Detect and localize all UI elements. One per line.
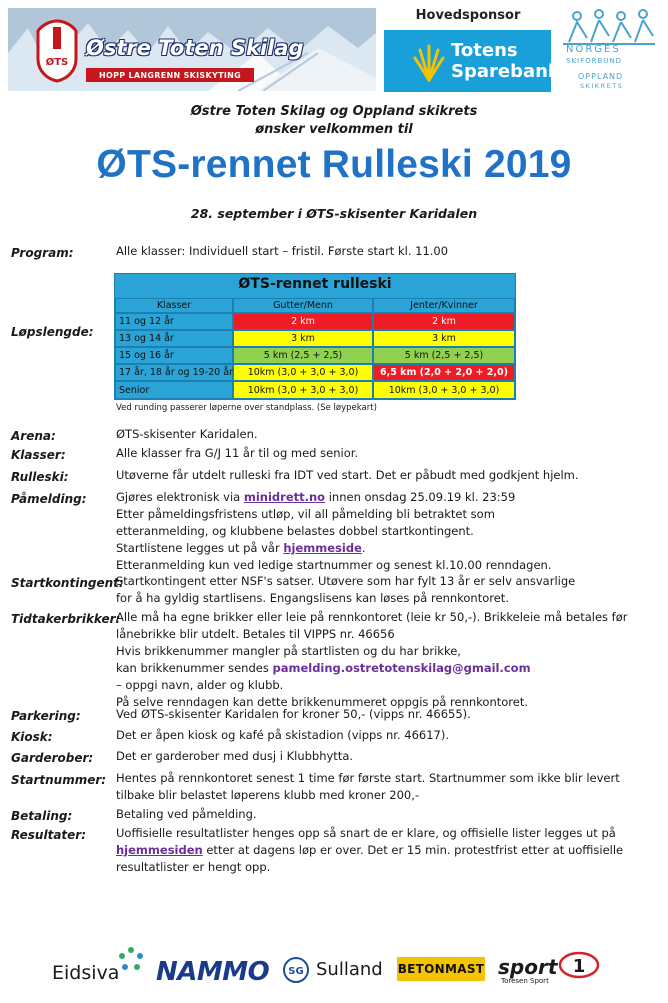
federation-subname: SKIFORBUND (566, 57, 623, 65)
sulland-logo: Sulland (316, 959, 383, 980)
sport1-subtitle: Toresen Sport (501, 977, 549, 985)
bank-name-line1: Totens (451, 40, 518, 61)
wardrobe-text: Det er garderober med dusj i Klubbhytta. (116, 749, 354, 763)
bib-label: Startnummer: (11, 773, 107, 787)
distance-table-title: ØTS-rennet rulleski (238, 276, 392, 292)
table-row-boys: 10km (3,0 + 3,0 + 3,0) (233, 364, 373, 381)
rollerski-text: Utøverne får utdelt rulleski fra IDT ved start. Det er påbudt med godkjent hjelm. (116, 468, 579, 482)
results-line-3: resultatlister er hengt opp. (116, 860, 271, 874)
wheat-icon (412, 40, 446, 82)
registration-line-1 (116, 489, 515, 506)
results-line-2 (116, 842, 623, 859)
timing-line-3: Hvis brikkenummer mangler på startlisten og du har brikke, (116, 644, 461, 658)
rollerski-label: Rulleski: (11, 470, 69, 484)
table-row-girls: 6,5 km (2,0 + 2,0 + 2,0) (373, 364, 515, 381)
results-text: etter at dagens løp er over. Det er 15 min. protestfrist etter at uoffisielle (202, 843, 624, 857)
results-label: Resultater: (11, 828, 87, 842)
startlist-period: . (361, 541, 366, 555)
kiosk-label: Kiosk: (11, 730, 53, 744)
sulland-badge-text: SG (288, 966, 304, 977)
table-row-girls: 3 km (373, 330, 515, 347)
startlist-text: Startlistene legges ut på vår (116, 541, 284, 555)
kiosk-text: Det er åpen kiosk og kafé på skistadion (vipps nr. 46617). (116, 728, 449, 742)
distance-note: Ved runding passerer løperne over standplass. (Se løypekart) (116, 403, 377, 413)
table-row-boys: 10km (3,0 + 3,0 + 3,0) (233, 381, 373, 399)
fee-line-1: Startkontingent etter NSF's satser. Utøvere som har fylt 13 år er selv ansvarlige (116, 574, 576, 588)
intro-line-2: ønsker velkommen til (255, 122, 413, 137)
table-header-class: Klasser (115, 298, 233, 313)
table-row-class: 17 år, 18 år og 19-20 år (115, 364, 233, 381)
payment-label: Betaling: (11, 809, 73, 823)
bib-line-1: Hentes på rennkontoret senest 1 time før første start. Startnummer som ikke blir levert (116, 771, 620, 785)
fee-label: Startkontingent: (11, 576, 124, 590)
district-name: OPPLAND (578, 72, 624, 81)
timing-line-6: På selve renndagen kan dette brikkenummeret oppgis på rennkontoret. (116, 695, 529, 709)
homepage-link[interactable]: hjemmeside (283, 541, 362, 555)
table-row-girls: 10km (3,0 + 3,0 + 3,0) (373, 381, 515, 399)
table-row-class: 15 og 16 år (115, 347, 233, 364)
table-row-class: Senior (115, 381, 233, 399)
table-row-class: 11 og 12 år (115, 313, 233, 330)
federation-name: NORGES (566, 44, 621, 55)
classes-label: Klasser: (11, 448, 66, 462)
timing-label: Tidtakerbrikker: (11, 612, 121, 626)
bib-line-2: tilbake blir belastet løperens klubb med kroner 200,- (116, 788, 420, 802)
svg-text:ØTS: ØTS (45, 57, 69, 68)
club-name: Østre Toten Skilag (86, 36, 304, 60)
parking-text: Ved ØTS-skisenter Karidalen for kroner 50,- (vipps nr. 46655). (116, 707, 471, 721)
payment-text: Betaling ved påmelding. (116, 807, 257, 821)
registration-line-5: Etteranmelding kun ved ledige startnummer og senest kl.10.00 renndagen. (116, 558, 552, 572)
registration-deadline: innen onsdag 25.09.19 kl. 23:59 (325, 490, 516, 504)
sport1-number: 1 (572, 956, 586, 977)
results-homepage-link[interactable]: hjemmesiden (116, 843, 203, 857)
eidsiva-logo: Eidsiva (52, 962, 120, 984)
timing-line-4 (116, 660, 531, 677)
eidsiva-star-icon (117, 946, 145, 974)
registration-line-2: Etter påmeldingsfristens utløp, vil all påmelding bli betraktet som (116, 507, 495, 521)
club-emblem-icon (34, 19, 80, 83)
minidrett-link[interactable]: minidrett.no (243, 490, 326, 504)
sport1-logo: sport (498, 955, 558, 979)
table-row-girls: 5 km (2,5 + 2,5) (373, 347, 515, 364)
district-subname: SKIKRETS (580, 82, 624, 90)
nammo-logo: NAMMO (156, 957, 270, 987)
bank-name-line2: Sparebank (451, 61, 560, 82)
fee-line-2: for å ha gyldig startlisens. Engangslisens kan løses på rennkontoret. (116, 591, 509, 605)
program-label: Program: (11, 246, 74, 260)
program-text: Alle klasser: Individuell start – fristil. Første start kl. 11.00 (116, 244, 449, 258)
table-header-girls: Jenter/Kvinner (373, 298, 515, 313)
betonmast-logo: BETONMAST (397, 957, 485, 981)
intro-line-1: Østre Toten Skilag og Oppland skikrets (190, 104, 478, 119)
chip-text: kan brikkenummer sendes (116, 661, 273, 675)
table-row-boys: 5 km (2,5 + 2,5) (233, 347, 373, 364)
table-row-boys: 2 km (233, 313, 373, 330)
registration-line-4 (116, 540, 366, 557)
classes-text: Alle klasser fra G/J 11 år til og med senior. (116, 446, 359, 460)
contact-email-link[interactable]: pamelding.ostretotenskilag@gmail.com (272, 661, 531, 675)
table-row-class: 13 og 14 år (115, 330, 233, 347)
bank-logo (384, 30, 560, 92)
parking-label: Parkering: (11, 709, 81, 723)
club-banner (8, 8, 376, 91)
table-header-boys: Gutter/Menn (233, 298, 373, 313)
distance-label: Løpslengde: (11, 325, 94, 339)
sport1-ring-icon (558, 950, 600, 980)
arena-text: ØTS-skisenter Karidalen. (116, 427, 258, 441)
registration-label: Påmelding: (11, 492, 87, 506)
timing-line-2: lånebrikke blir utdelt. Betales til VIPPS nr. 46656 (116, 627, 395, 641)
timing-line-5: – oppgi navn, alder og klubb. (116, 678, 284, 692)
sulland-badge-icon (283, 957, 309, 983)
table-row-girls: 2 km (373, 313, 515, 330)
arena-label: Arena: (11, 429, 56, 443)
distance-table (114, 273, 516, 400)
main-sponsor-label: Hovedsponsor (415, 8, 521, 23)
event-date: 28. september i ØTS-skisenter Karidalen (190, 206, 478, 221)
timing-line-1: Alle må ha egne brikker eller leie på rennkontoret (leie kr 50,-). Brikkeleie må betales før (116, 610, 628, 624)
results-line-1: Uoffisielle resultatlister henges opp så snart de er klare, og offisielle lister legges ut på (116, 826, 616, 840)
registration-line-3: etteranmelding, og klubbene belastes dobbel startkontingent. (116, 524, 474, 538)
wardrobe-label: Garderober: (11, 751, 94, 765)
table-row-boys: 3 km (233, 330, 373, 347)
page-title: ØTS-rennet Rulleski 2019 (96, 143, 572, 186)
registration-text: Gjøres elektronisk via (116, 490, 244, 504)
club-disciplines: HOPP LANGRENN SKISKYTING (86, 68, 254, 82)
